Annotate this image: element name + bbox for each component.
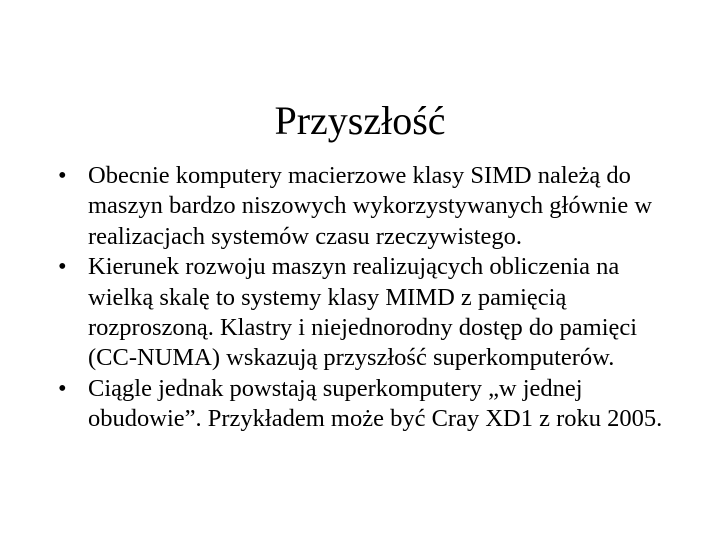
bullet-item <box>58 374 668 435</box>
bullet-text: Ciągle jednak powstają superkomputery „w jednej obudowie”. Przykładem może być Cray XD1 z roku 2005. <box>88 374 663 433</box>
bullet-icon: • <box>58 162 67 189</box>
bullet-list <box>58 161 668 435</box>
bullet-item <box>58 252 668 374</box>
bullet-text: Kierunek rozwoju maszyn realizujących obliczenia na wielką skalę to systemy klasy MIMD z pamięcią rozproszoną. Klastry i niejednorodny dostęp do pamięci (CC-NUMA) wskazują przyszłość superkomputerów. <box>88 253 638 372</box>
bullet-item <box>58 161 668 252</box>
slide-title: Przyszłość <box>274 97 446 143</box>
bullet-text: Obecnie komputery macierzowe klasy SIMD należą do maszyn bardzo niszowych wykorzystywanych głównie w realizacjach systemów czasu rzeczywistego. <box>88 162 653 250</box>
bullet-icon: • <box>58 374 67 402</box>
bullet-icon: • <box>58 253 67 281</box>
